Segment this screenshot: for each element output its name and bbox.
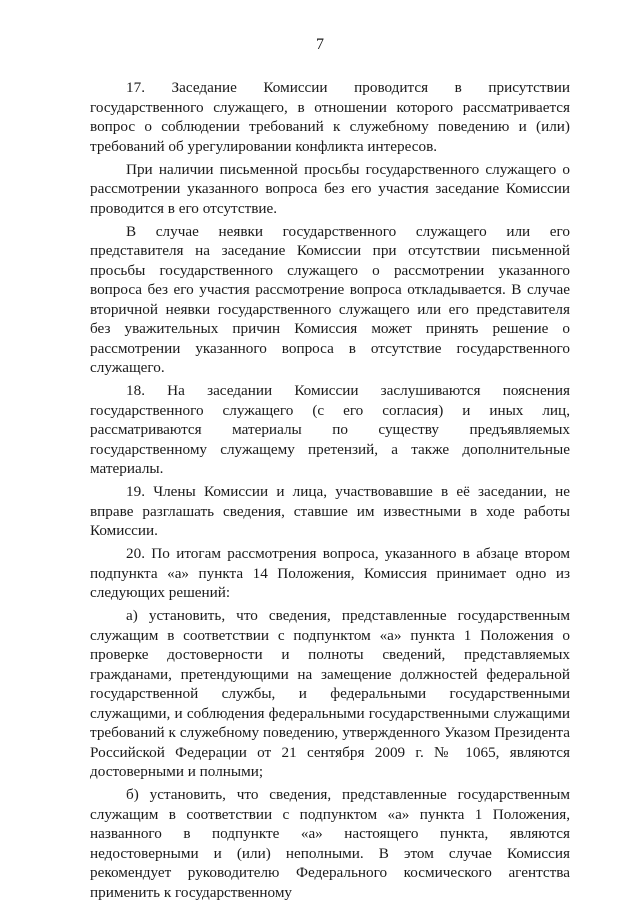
page-number: 7 — [316, 36, 324, 53]
paragraph-20-b: б) установить, что сведения, представленные государственным служащим в соответствии с подпунктом «а» пункта 1 Положения, названного в подпункте «а» настоящего пункта, являются недостоверными и (или) неполными. В этом случае Комиссия рекомендует руководителю Федерального космического агентства применить к государственному — [90, 786, 570, 901]
document-body — [90, 78, 570, 906]
paragraph-19: 19. Члены Комиссии и лица, участвовавшие в её заседании, не вправе разглашать сведения, ставшие им известными в ходе работы Комиссии. — [90, 483, 570, 539]
paragraph-written-request: При наличии письменной просьбы государственного служащего о рассмотрении указанного вопроса без его участия заседание Комиссии проводится в его отсутствие. — [90, 160, 570, 217]
paragraph-20-a: а) установить, что сведения, представленные государственным служащим в соответствии с подпунктом «а» пункта 1 Положения о проверке достоверности и полноты сведений, представляемых гражданами, претендующими на замещение должностей федеральной государственной службы, и федеральными государственными служащими, и соблюдения федеральными государственными служащими требований к служебному поведению, утвержденного Указом Президента Российской Федерации от 21 сентября 2009 г. № 1065, являются достоверными и полными; — [90, 607, 570, 780]
paragraph-17: 17. Заседание Комиссии проводится в присутствии государственного служащего, в отношении которого рассматривается вопрос о соблюдении требований к служебному поведению и (или) требований об урегулировании конфликта интересов. — [90, 79, 570, 155]
paragraph-18: 18. На заседании Комиссии заслушиваются пояснения государственного служащего (с его согласия) и иных лиц, рассматриваются материалы по существу предъявляемых государственному служащему претензий, а также дополнительные материалы. — [90, 382, 570, 477]
paragraph-20: 20. По итогам рассмотрения вопроса, указанного в абзаце втором подпункта «а» пункта 14 Положения, Комиссия принимает одно из следующих решений: — [90, 545, 570, 601]
paragraph-non-appearance: В случае неявки государственного служащего или его представителя на заседание Комиссии при отсутствии письменной просьбы государственного служащего о рассмотрении указанного вопроса без его участия рассмотрение вопроса откладывается. В случае вторичной неявки государственного служащего или его представителя без уважительных причин Комиссия может принять решение о рассмотрении указанного вопроса в отсутствие государственного служащего. — [90, 222, 570, 376]
